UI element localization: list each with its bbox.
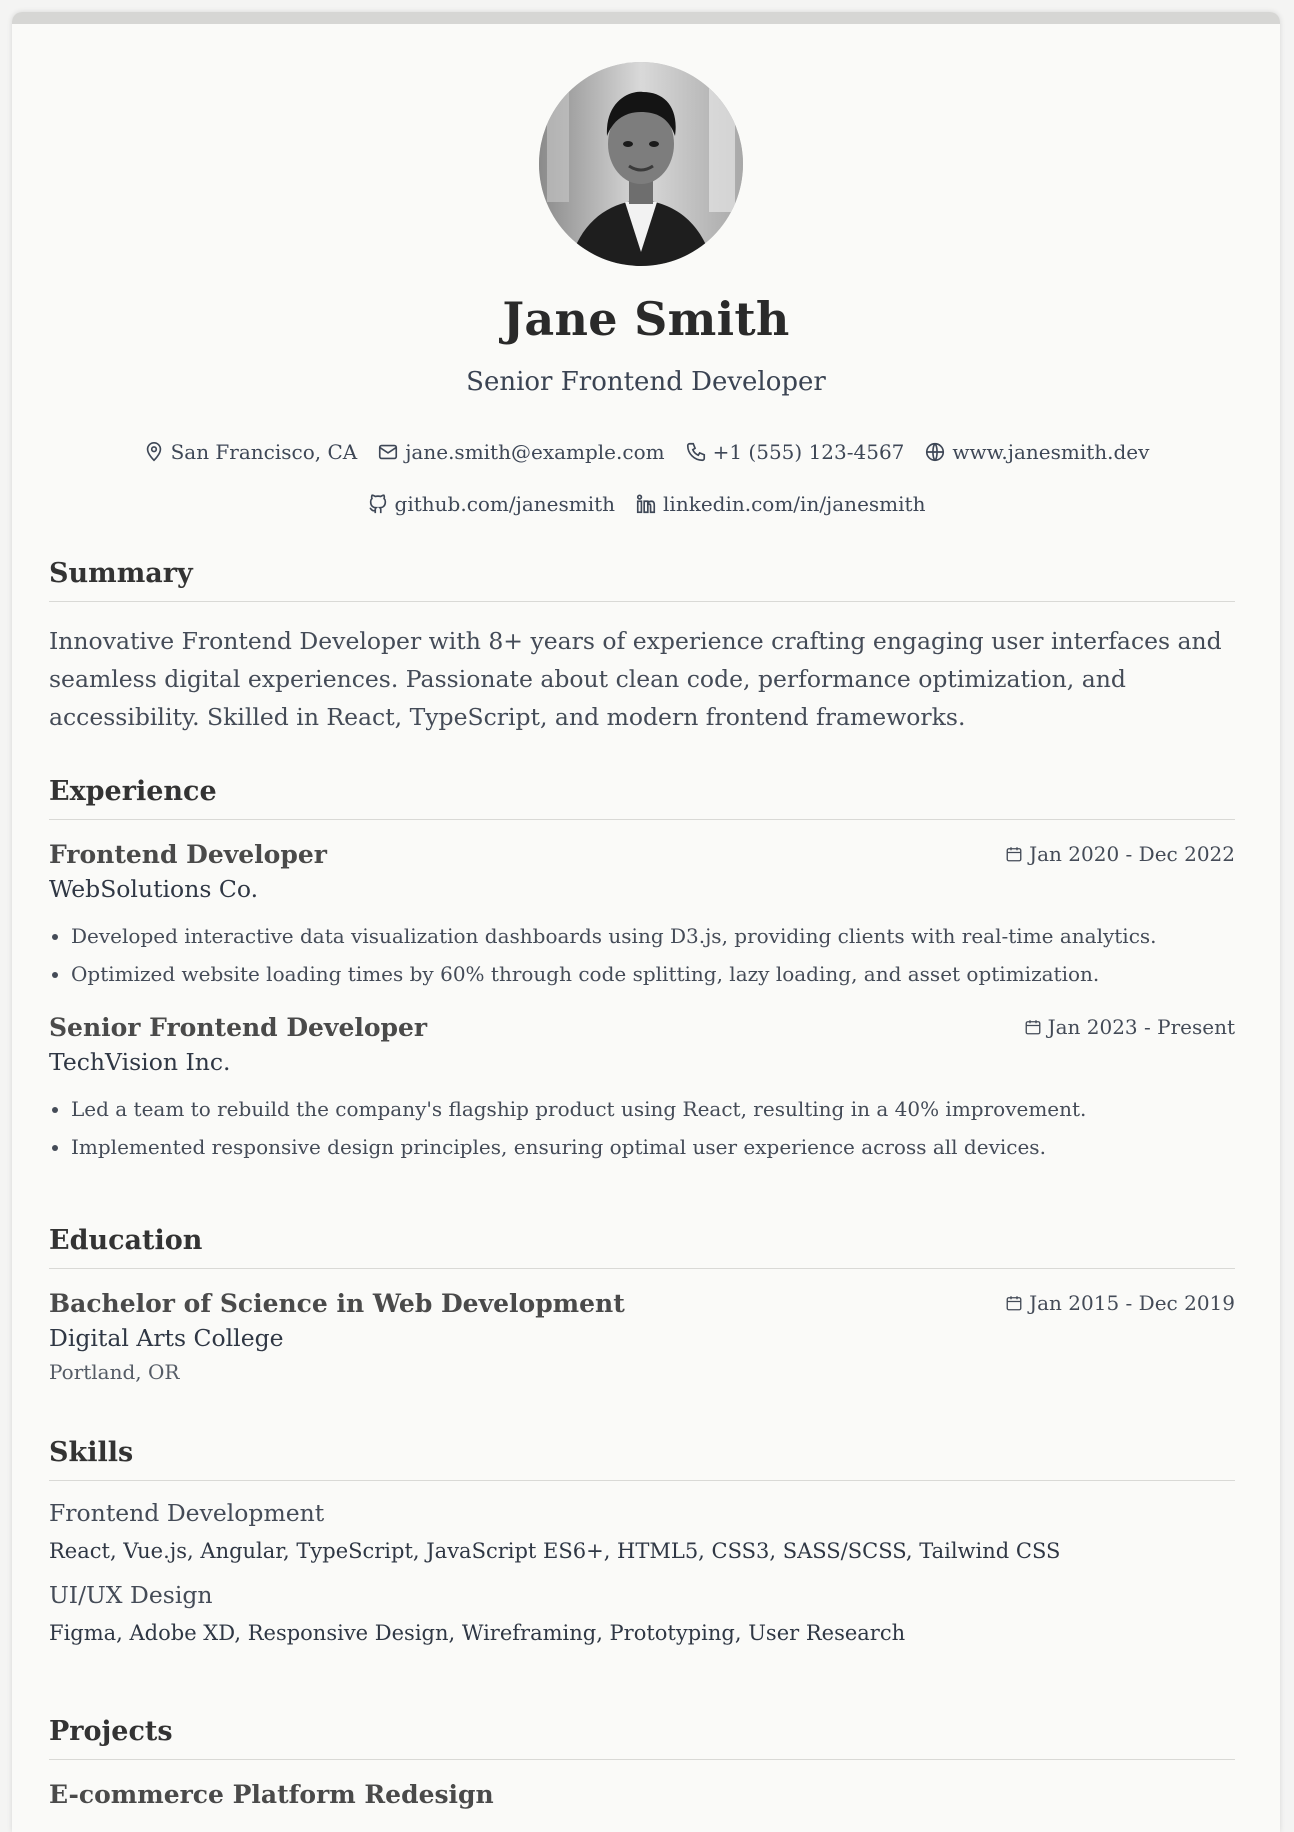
- job-role: Frontend Developer: [49, 840, 327, 869]
- job-role: Senior Frontend Developer: [49, 1013, 428, 1042]
- skill-category: Frontend Development: [49, 1499, 325, 1527]
- contact-row-secondary: [12, 492, 1280, 516]
- job-bullet: • Implemented responsive design principles, ensuring optimal user experience across all devices.: [71, 1128, 1235, 1166]
- contact-website[interactable]: [924, 440, 1149, 464]
- github-link[interactable]: github.com/janesmith: [394, 492, 616, 516]
- school: Digital Arts College: [49, 1324, 284, 1352]
- job-date: [1024, 1015, 1235, 1039]
- project-entry: [49, 1780, 1235, 1809]
- skill-category: UI/UX Design: [49, 1581, 213, 1609]
- globe-icon: [924, 441, 946, 463]
- job-bullet: • Led a team to rebuild the company's flagship product using React, resulting in a 40% improvement.: [71, 1090, 1235, 1128]
- job-date: [1005, 842, 1235, 866]
- skills-section: [49, 1437, 1235, 1645]
- summary-section: [49, 558, 1235, 736]
- contact-linkedin[interactable]: [635, 492, 925, 516]
- experience-section: [49, 776, 1235, 1166]
- candidate-name: Jane Smith: [502, 292, 790, 346]
- page-top-bar: [12, 12, 1280, 24]
- email-link[interactable]: jane.smith@example.com: [405, 440, 665, 464]
- degree: Bachelor of Science in Web Development: [49, 1289, 625, 1318]
- school-location: Portland, OR: [49, 1360, 180, 1384]
- job-entry: [49, 1013, 1235, 1166]
- profile-photo: [539, 62, 743, 266]
- website-link[interactable]: www.janesmith.dev: [952, 440, 1150, 464]
- education-heading: Education: [49, 1225, 1235, 1269]
- resume-page: [12, 12, 1280, 1832]
- experience-heading: Experience: [49, 776, 1235, 820]
- job-bullet: • Optimized website loading times by 60% through code splitting, lazy loading, and asset optimization.: [71, 955, 1235, 993]
- contact-location: [143, 440, 358, 464]
- job-company: WebSolutions Co.: [49, 875, 259, 903]
- education-entry: [49, 1289, 1235, 1384]
- skill-list: React, Vue.js, Angular, TypeScript, JavaScript ES6+, HTML5, CSS3, SASS/SCSS, Tailwind CSS: [49, 1539, 1061, 1563]
- job-bullets: [49, 917, 1235, 993]
- calendar-icon: [1005, 845, 1023, 863]
- linkedin-link[interactable]: linkedin.com/in/janesmith: [663, 492, 926, 516]
- candidate-title: Senior Frontend Developer: [466, 367, 826, 397]
- calendar-icon: [1024, 1018, 1042, 1036]
- calendar-icon: [1005, 1294, 1023, 1312]
- job-entry: [49, 840, 1235, 993]
- linkedin-icon: [635, 493, 657, 515]
- mail-icon: [377, 441, 399, 463]
- job-company: TechVision Inc.: [49, 1048, 231, 1076]
- skill-list: Figma, Adobe XD, Responsive Design, Wireframing, Prototyping, User Research: [49, 1621, 906, 1645]
- job-date-text: Jan 2020 - Dec 2022: [1029, 842, 1235, 866]
- job-bullet: • Developed interactive data visualization dashboards using D3.js, providing clients with real-time analytics.: [71, 917, 1235, 955]
- education-date-text: Jan 2015 - Dec 2019: [1029, 1291, 1235, 1315]
- contact-phone[interactable]: [685, 440, 905, 464]
- project-title: E-commerce Platform Redesign: [49, 1780, 494, 1809]
- job-bullets: [49, 1090, 1235, 1166]
- summary-text: Innovative Frontend Developer with 8+ years of experience crafting engaging user interfaces and seamless digital experiences. Passionate about clean code, performance optimization, and accessibility. Skilled in React, TypeScript, and modern frontend frameworks.: [49, 627, 1222, 731]
- projects-heading: Projects: [49, 1716, 1235, 1760]
- contact-row-primary: [12, 440, 1280, 464]
- github-icon: [367, 493, 389, 515]
- projects-section: [49, 1716, 1235, 1809]
- map-pin-icon: [143, 441, 165, 463]
- phone-icon: [685, 441, 707, 463]
- summary-heading: Summary: [49, 558, 1235, 602]
- location-text: San Francisco, CA: [170, 440, 358, 464]
- contact-github[interactable]: [367, 492, 616, 516]
- education-section: [49, 1225, 1235, 1384]
- avatar: [539, 62, 743, 266]
- phone-link[interactable]: +1 (555) 123-4567: [712, 440, 905, 464]
- job-date-text: Jan 2023 - Present: [1047, 1015, 1235, 1039]
- skills-heading: Skills: [49, 1437, 1235, 1481]
- contact-email[interactable]: [377, 440, 664, 464]
- education-date: [1005, 1291, 1235, 1315]
